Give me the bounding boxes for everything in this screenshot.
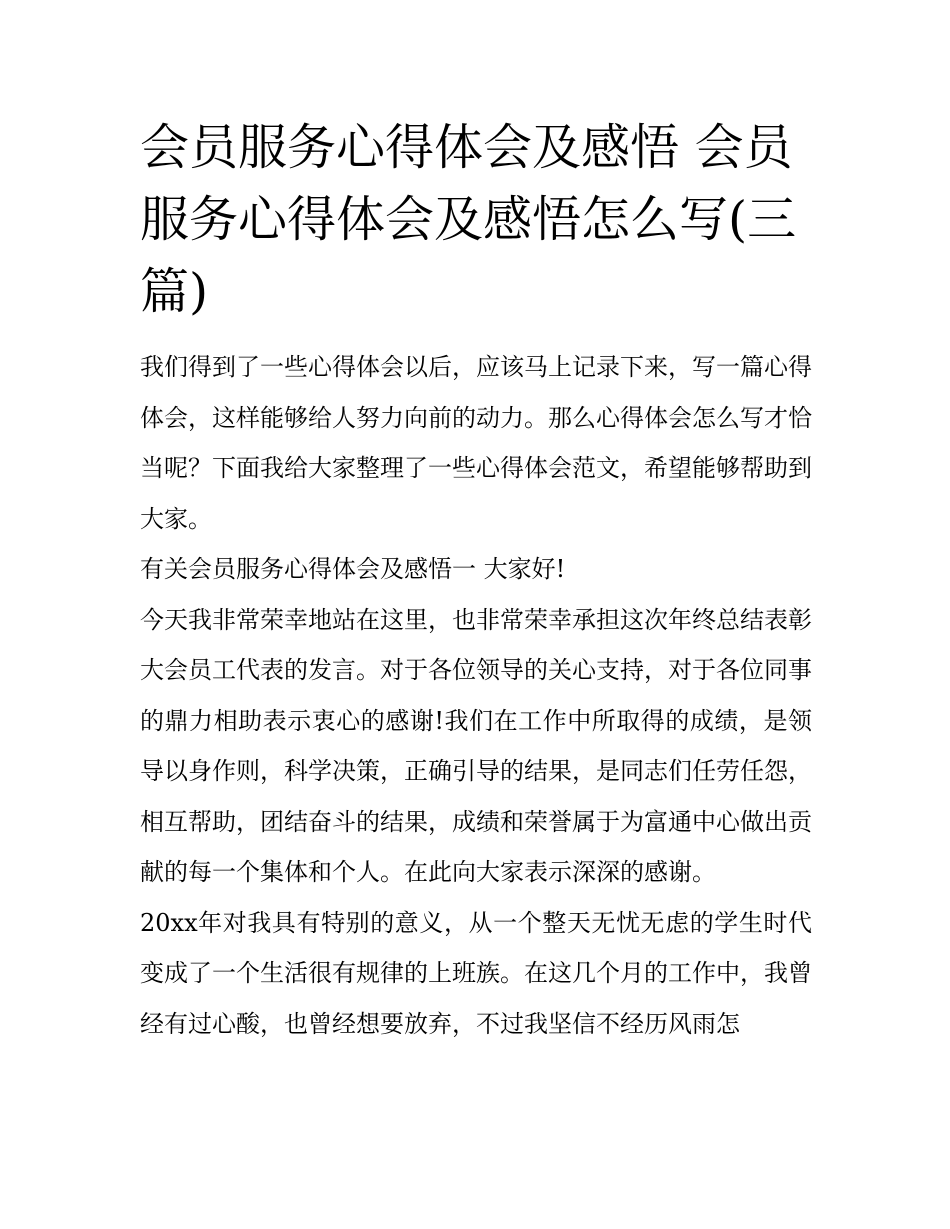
document-content bbox=[140, 112, 812, 1049]
document-body bbox=[140, 342, 812, 1049]
section-heading: 有关会员服务心得体会及感悟一 大家好! bbox=[140, 555, 566, 583]
document-title: 会员服务心得体会及感悟 会员服务心得体会及感悟怎么写(三篇) bbox=[140, 119, 797, 320]
intro-paragraph: 我们得到了一些心得体会以后，应该马上记录下来，写一篇心得体会，这样能够给人努力向前的动力。那么心得体会怎么写才恰当呢？下面我给大家整理了一些心得体会范文，希望能够帮助到大家。 bbox=[140, 353, 812, 533]
body-paragraph: 20xx年对我具有特别的意义，从一个整天无忧无虑的学生时代变成了一个生活很有规律的上班族。在这几个月的工作中，我曾经有过心酸，也曾经想要放弃，不过我坚信不经历风雨怎 bbox=[140, 908, 812, 1038]
body-paragraph: 今天我非常荣幸地站在这里，也非常荣幸承担这次年终总结表彰大会员工代表的发言。对于各位领导的关心支持，对于各位同事的鼎力相助表示衷心的感谢!我们在工作中所取得的成绩，是领导以身作则，科学决策，正确引导的结果，是同志们任劳任怨，相互帮助，团结奋斗的结果，成绩和荣誉属于为富通中心做出贡献的每一个集体和个人。在此向大家表示深深的感谢。 bbox=[140, 605, 812, 886]
